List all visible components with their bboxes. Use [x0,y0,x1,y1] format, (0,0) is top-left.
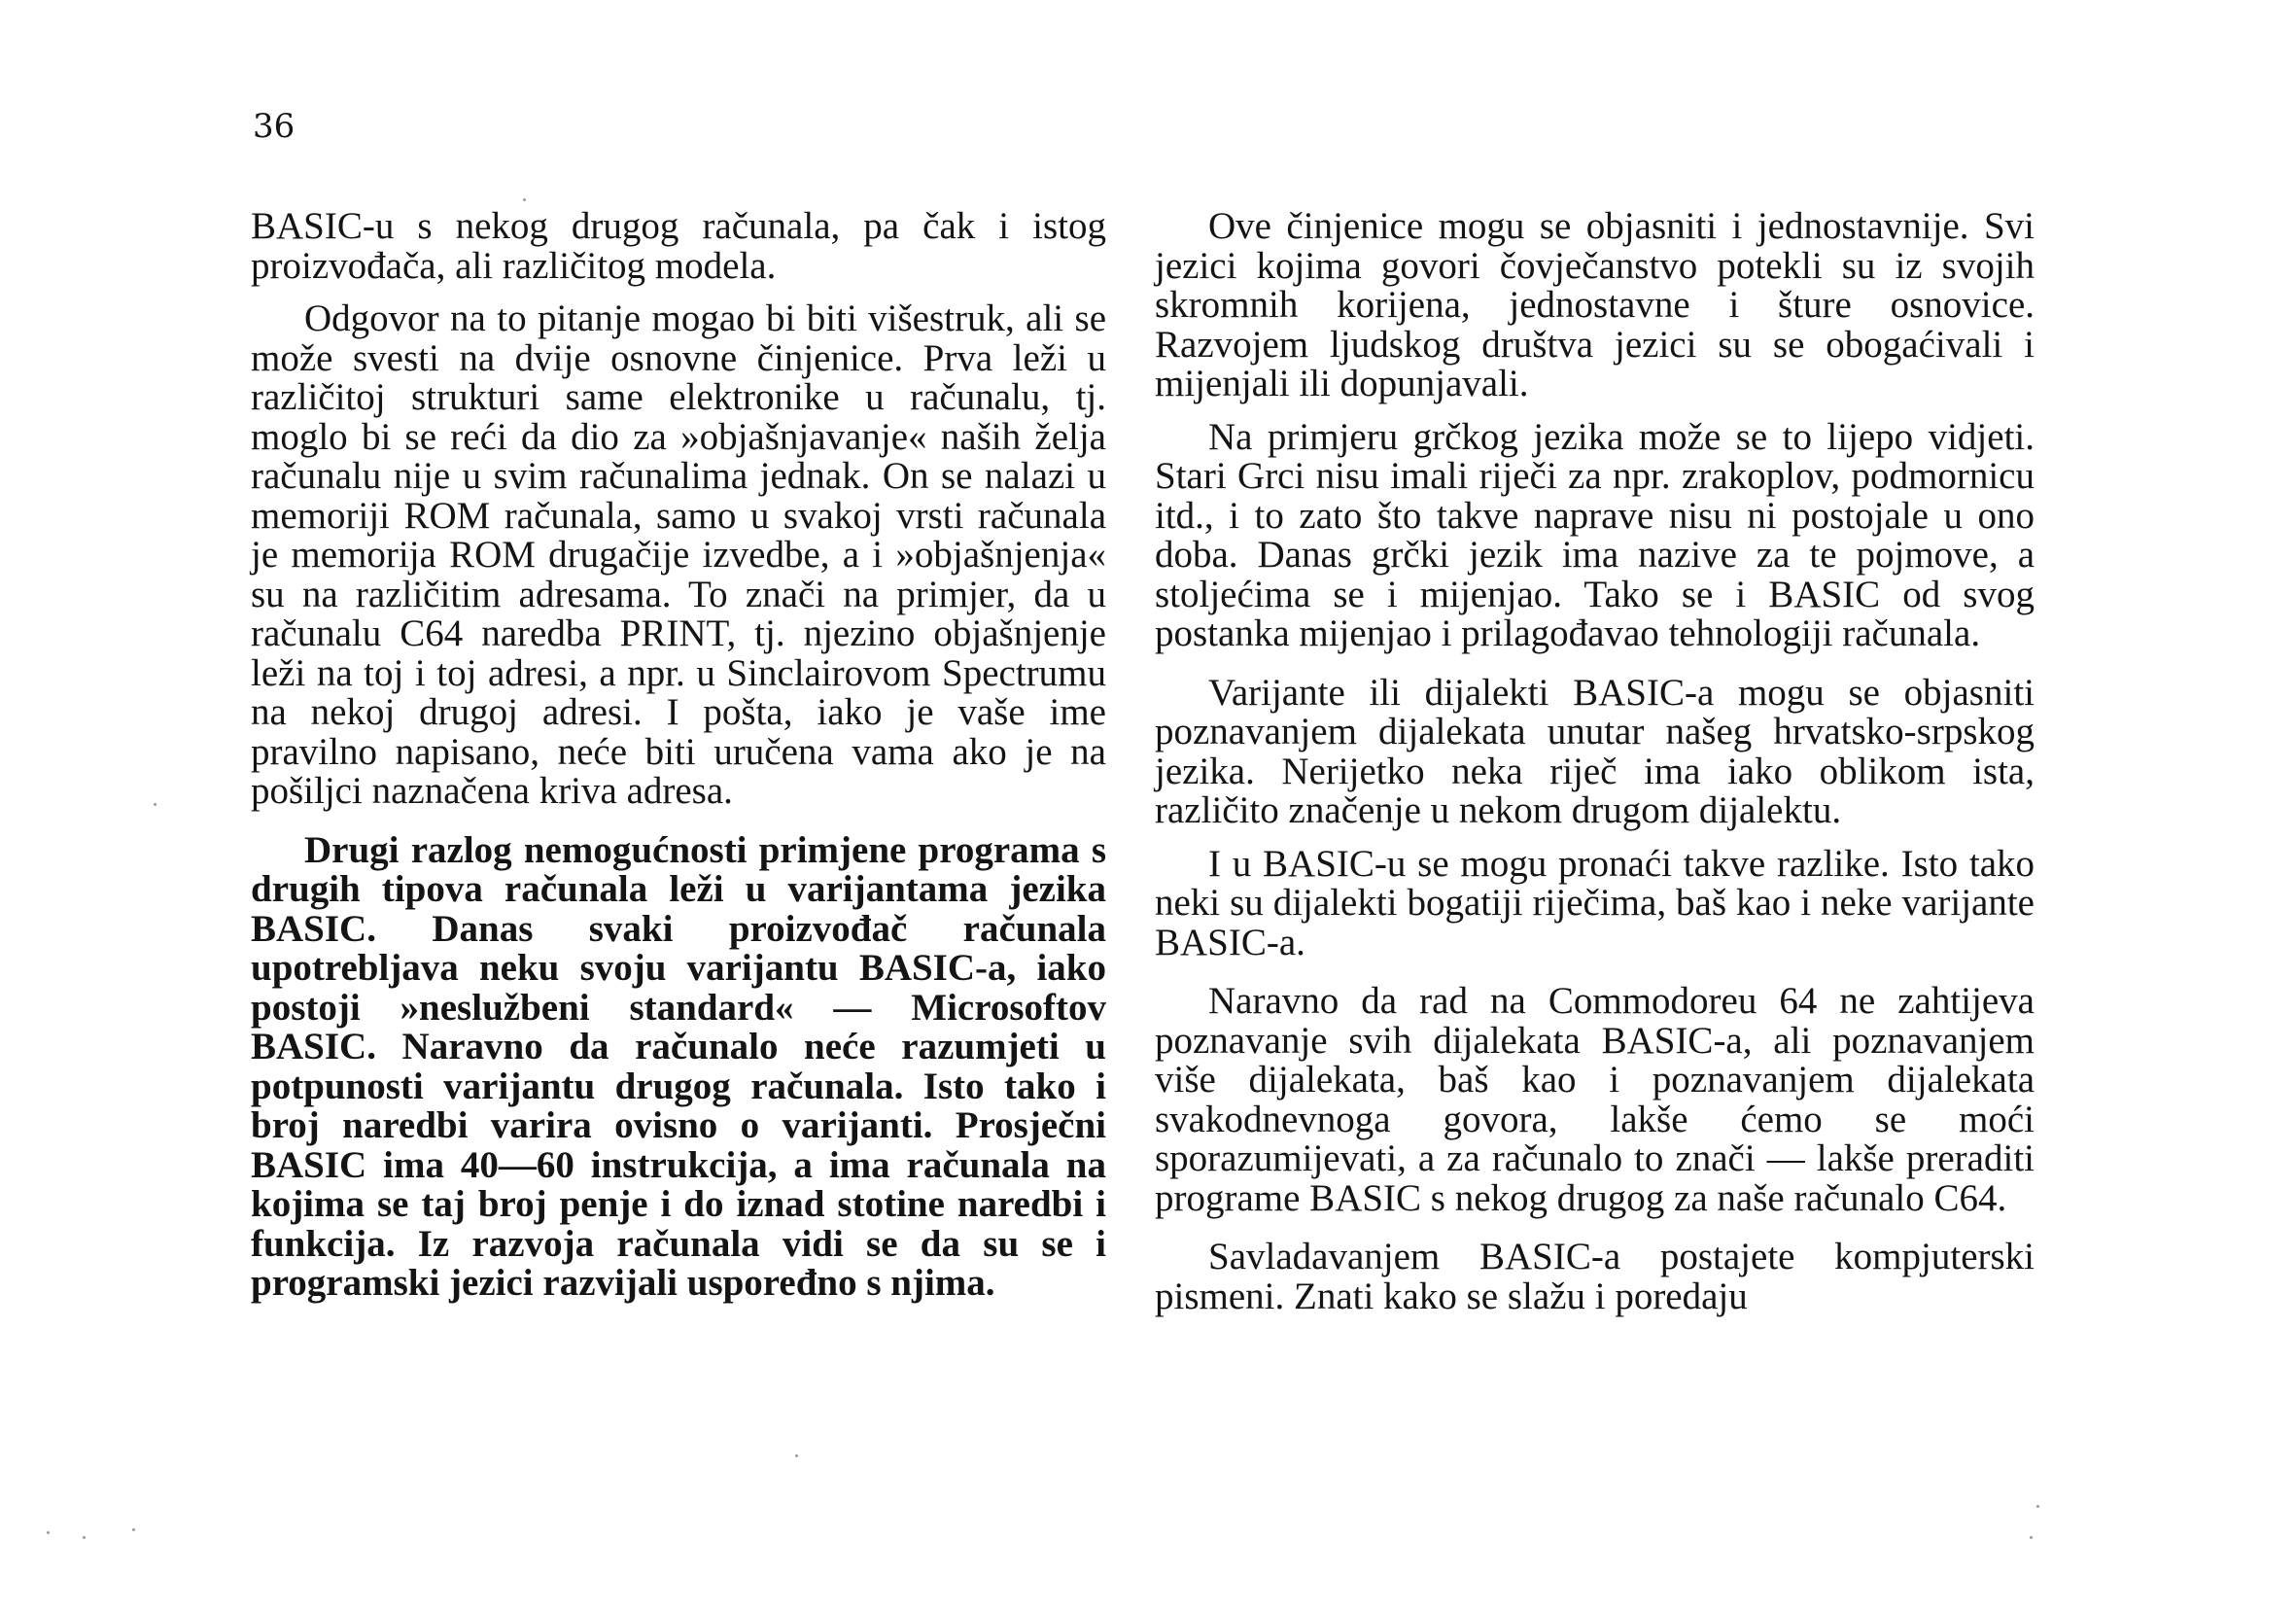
paragraph: Odgovor na to pitanje mogao bi biti višestruk, ali se može svesti na dvije osnovne činjenice. Prva leži u različitoj strukturi same elektronike u računalu, tj. moglo bi se reći da dio za »objašnjavanje« naših želja računalu nije u svim računalima jednak. On se nalazi u memoriji ROM računala, samo u svakoj vrsti računala je memorija ROM drugačije izvedbe, a i »objašnjenja« su na različitim adresama. To znači na primjer, da u računalu C64 naredba PRINT, tj. njezino objašnjenje leži na toj i toj adresi, a npr. u Sinclairovom Spectrumu na nekoj drugoj adresi. I pošta, iako je vaše ime pravilno napisano, neće biti uručena vama ako je na pošiljci naznačena kriva adresa. [251,297,1106,812]
scan-speck [47,1531,50,1534]
page-number: 36 [253,107,296,146]
right-column [1155,207,2035,1316]
scan-speck [795,1454,798,1457]
paragraph: BASIC-u s nekog drugog računala, pa čak i istog proizvođača, ali različitog modela. [251,205,1106,287]
paragraph: Naravno da rad na Commodoreu 64 ne zahtijeva poznavanje svih dijalekata BASIC-a, ali poznavanjem više dijalekata, baš kao i poznavanjem dijalekata svakodnevnoga govora, lakše ćemo se moći sporazumijevati, a za računalo to znači — lakše preraditi programe BASIC s nekog drugog za naše računalo C64. [1155,980,2035,1219]
paragraph: I u BASIC-u se mogu pronaći takve razlike. Isto tako neki su dijalekti bogatiji riječima, baš kao i neke varijante BASIC-a. [1155,842,2035,963]
left-column [251,207,1106,1304]
scan-speck [2030,1536,2033,1539]
paragraph: Savladavanjem BASIC-a postajete kompjuterski pismeni. Znati kako se slažu i poredaju [1155,1236,2035,1317]
paragraph: Drugi razlog nemogućnosti primjene programa s drugih tipova računala leži u varijantama jezika BASIC. Danas svaki proizvođač računala upotrebljava neku svoju varijantu BASIC-a, iako postoji »neslužbeni standard« — Microsoftov BASIC. Naravno da računalo neće razumjeti u potpunosti varijantu drugog računala. Isto tako i broj naredbi varira ovisno o varijanti. Prosječni BASIC ima 40—60 instrukcija, a ima računala na kojima se taj broj penje i do iznad stotine naredbi i funkcija. Iz razvoja računala vidi se da su se i programski jezici razvijali uspoređno s njima. [251,828,1106,1304]
scan-speck [2036,1505,2039,1508]
paragraph: Na primjeru grčkog jezika može se to lijepo vidjeti. Stari Grci nisu imali riječi za npr. zrakoplov, podmornicu itd., i to zato što takve naprave nisu ni postojale u ono doba. Danas grčki jezik ima nazive za te pojmove, a stoljećima se i mijenjao. Tako se i BASIC od svog postanka mijenjao i prilagođavao tehnologiji računala. [1155,415,2035,654]
scan-speck [154,803,157,806]
scan-speck [132,1528,135,1531]
scan-speck [523,198,526,201]
paragraph: Ove činjenice mogu se objasniti i jednostavnije. Svi jezici kojima govori čovječanstvo potekli su iz svojih skromnih korijena, jednostavne i šture osnovice. Razvojem ljudskog društva jezici su se obogaćivali i mijenjali ili dopunjavali. [1155,205,2035,404]
paragraph: Varijante ili dijalekti BASIC-a mogu se objasniti poznavanjem dijalekata unutar našeg hrvatsko-srpskog jezika. Nerijetko neka riječ ima iako oblikom ista, različito značenje u nekom drugom dijalektu. [1155,671,2035,831]
scan-speck [83,1536,86,1539]
